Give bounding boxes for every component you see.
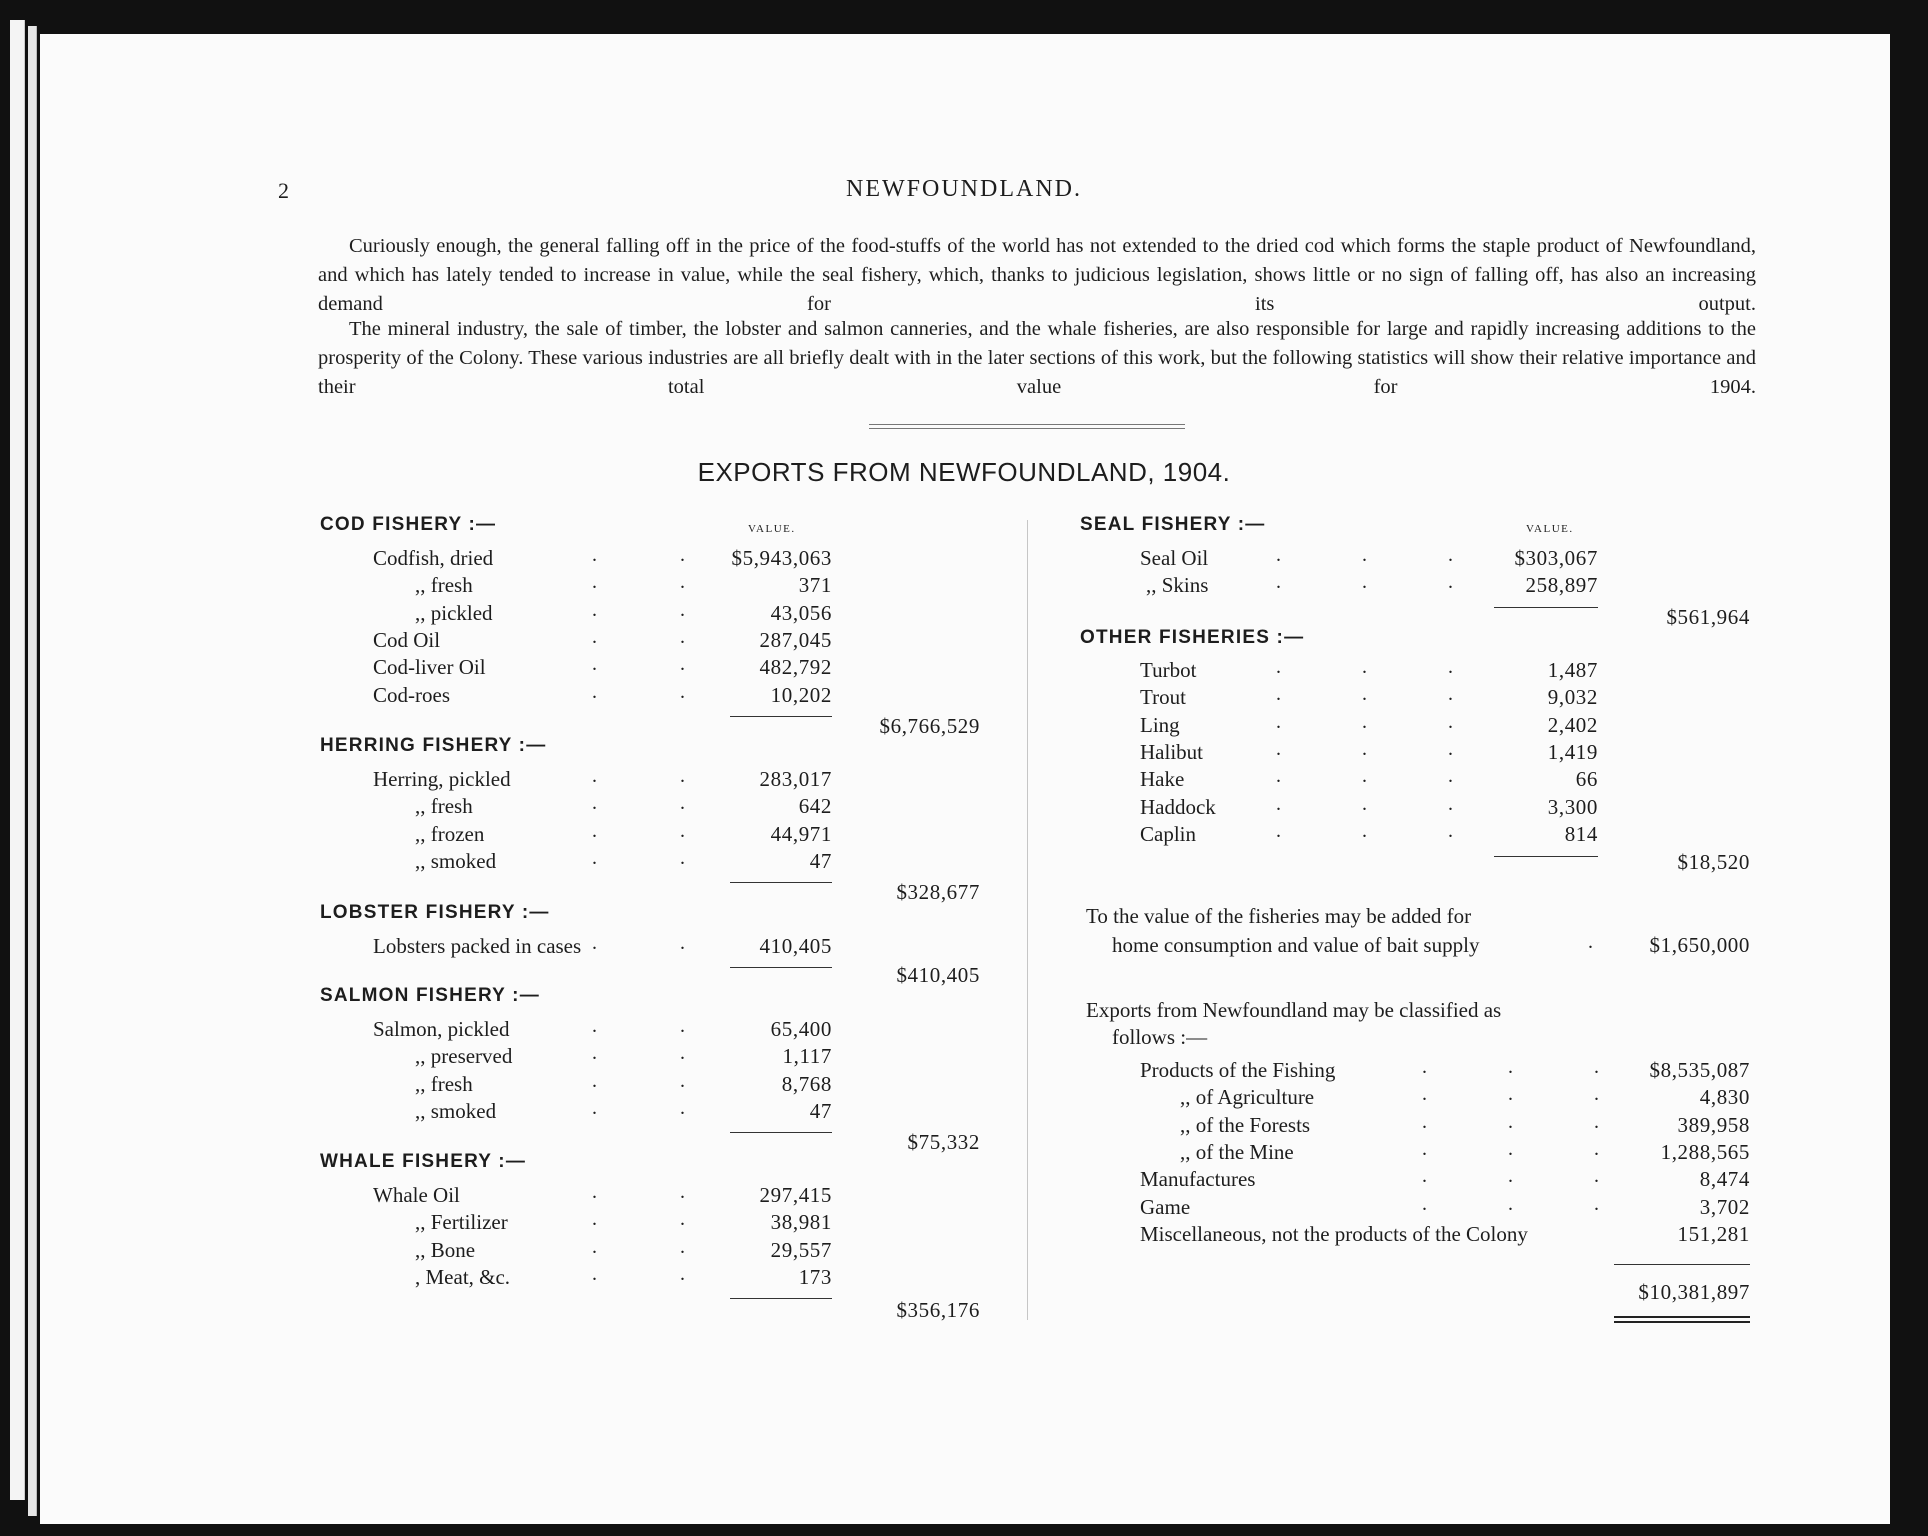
other-row-leader-dot: . (1276, 656, 1281, 678)
herring-row-leader-dot: . (592, 819, 597, 842)
classified-row-leader-dot: . (1508, 1110, 1513, 1133)
table-title: EXPORTS FROM NEWFOUNDLAND, 1904. (697, 457, 1231, 487)
cod-row-label: ,, pickled (415, 600, 493, 625)
herring-row-label: ,, frozen (415, 821, 485, 846)
seal-row-value: $303,067 (1514, 546, 1598, 570)
classified-row-leader-dot: . (1594, 1165, 1599, 1188)
cod-row-label: Cod-roes (373, 682, 450, 707)
salmon-heading: SALMON FISHERY :— (320, 985, 540, 1006)
seal-row-leader-dot: . (1362, 544, 1367, 566)
ornament-rule-bottom (869, 428, 1185, 429)
home-leader-dot: . (1588, 931, 1593, 953)
other-row-label: Ling (1140, 712, 1180, 737)
other-row-leader-dot: . (1276, 819, 1281, 842)
classified-row-leader-dot: . (1422, 1192, 1427, 1215)
other-row-value: 3,300 (1547, 794, 1598, 819)
classified-subtotal-rule (1614, 1264, 1750, 1265)
other-row-value: 814 (1564, 821, 1598, 846)
whale-row-value: 173 (798, 1264, 832, 1289)
column-divider (1027, 520, 1028, 1320)
whale-row-label: , Meat, &c. (415, 1264, 511, 1289)
ornament-rule-top (869, 424, 1185, 425)
other-row-label: Hake (1140, 767, 1185, 792)
classified-row-value: 1,288,565 (1660, 1139, 1750, 1164)
other-row-leader-dot: . (1276, 792, 1281, 815)
herring-total: $328,677 (896, 880, 980, 904)
classified-row-leader-dot: . (1508, 1137, 1513, 1160)
herring-row-leader-dot: . (680, 792, 685, 815)
other-row-label: Halibut (1140, 739, 1203, 764)
whale-row-leader-dot: . (592, 1235, 597, 1258)
value-column-header: VALUE. (748, 523, 796, 535)
classified-row-label: ,, of the Mine (1180, 1139, 1294, 1164)
other-row-leader-dot: . (1448, 656, 1453, 678)
seal-heading: SEAL FISHERY :— (1080, 514, 1266, 535)
cod-row-leader-dot: . (680, 571, 685, 594)
classified-row-label: Manufactures (1140, 1167, 1256, 1192)
whale-row-leader-dot: . (680, 1235, 685, 1258)
herring-row-value: 283,017 (759, 767, 832, 791)
grand-total-double-rule-1 (1614, 1316, 1750, 1318)
other-row-leader-dot: . (1362, 792, 1367, 815)
whale-row-value: 297,415 (759, 1183, 832, 1207)
salmon-row-leader-dot: . (680, 1096, 685, 1119)
classified-row-leader-dot: . (1422, 1165, 1427, 1188)
salmon-row-leader-dot: . (592, 1015, 597, 1037)
other-row-leader-dot: . (1448, 819, 1453, 842)
cod-row-value: 10,202 (770, 682, 832, 707)
other-row-leader-dot: . (1448, 737, 1453, 760)
page-edge (28, 26, 37, 1516)
seal-row-leader-dot: . (1448, 544, 1453, 566)
cod-row-value: 371 (798, 573, 832, 598)
herring-row-value: 44,971 (770, 821, 832, 846)
other-row-leader-dot: . (1276, 737, 1281, 760)
cod-row-leader-dot: . (680, 625, 685, 648)
whale-row-leader-dot: . (592, 1181, 597, 1203)
other-row-leader-dot: . (1448, 792, 1453, 815)
classified-row-leader-dot: . (1422, 1083, 1427, 1106)
cod-row-leader-dot: . (680, 544, 685, 566)
cod-row-leader-dot: . (592, 544, 597, 566)
whale-row-label: ,, Bone (415, 1237, 476, 1262)
classified-row-value: 4,830 (1699, 1085, 1750, 1110)
cod-row-leader-dot: . (592, 625, 597, 648)
cod-row-leader-dot: . (680, 680, 685, 703)
seal-total: $561,964 (1666, 605, 1750, 629)
classified-row-leader-dot: . (1422, 1056, 1427, 1078)
other-row-leader-dot: . (1362, 656, 1367, 678)
salmon-row-leader-dot: . (592, 1069, 597, 1092)
classified-row-label: Game (1140, 1194, 1191, 1219)
seal-row-leader-dot: . (1448, 571, 1453, 594)
cod-row-leader-dot: . (680, 598, 685, 621)
salmon-row-value: 47 (809, 1098, 832, 1123)
classified-row-label: ,, of Agriculture (1180, 1085, 1315, 1110)
paragraph-2: The mineral industry, the sale of timber, the lobster and salmon canneries, and the whale fisheries, are also responsible for large and rapidly increasing additions to the prosperity of the Colony. These various industries are all briefly dealt with in the later sections of this work, but the following statistics will show their relative importance and their total value for 1904. (318, 318, 1756, 398)
classified-row-leader-dot: . (1508, 1056, 1513, 1078)
cod-row-label: Cod Oil (373, 627, 441, 652)
classified-row-value: 389,958 (1677, 1112, 1750, 1137)
salmon-row-leader-dot: . (680, 1015, 685, 1037)
classified-row-label: ,, of the Forests (1180, 1112, 1311, 1137)
home-consumption-line2: home consumption and value of bait supply (1112, 933, 1480, 957)
other-row-label: Turbot (1140, 658, 1197, 682)
herring-heading: HERRING FISHERY :— (320, 735, 547, 756)
cod-row-leader-dot: . (680, 653, 685, 676)
salmon-row-label: Salmon, pickled (373, 1017, 510, 1041)
lobster-total: $410,405 (896, 963, 980, 987)
classified-row-value: 151,281 (1677, 1221, 1750, 1246)
salmon-row-value: 65,400 (770, 1017, 832, 1041)
classified-row-leader-dot: . (1594, 1056, 1599, 1078)
classified-row-label: Miscellaneous, not the products of the Colony (1140, 1221, 1528, 1246)
other-row-leader-dot: . (1276, 710, 1281, 733)
lobster-heading: LOBSTER FISHERY :— (320, 902, 550, 923)
other-row-label: Trout (1140, 685, 1186, 710)
classified-row-leader-dot: . (1422, 1110, 1427, 1133)
seal-row-leader-dot: . (1276, 571, 1281, 594)
classified-row-leader-dot: . (1594, 1110, 1599, 1133)
classified-row-leader-dot: . (1594, 1083, 1599, 1106)
whale-row-value: 29,557 (770, 1237, 832, 1262)
herring-row-label: ,, fresh (415, 794, 473, 819)
lobster-row-leader-dot: . (592, 932, 597, 954)
other-row-label: Haddock (1140, 794, 1216, 819)
cod-row-label: ,, fresh (415, 573, 473, 598)
home-consumption-value: $1,650,000 (1649, 933, 1750, 957)
classified-row-value: 3,702 (1699, 1194, 1750, 1219)
lobster-row-leader-dot: . (680, 932, 685, 954)
cod-row-label: Cod-liver Oil (373, 655, 486, 680)
whale-row-leader-dot: . (680, 1181, 685, 1203)
herring-row-leader-dot: . (680, 819, 685, 842)
other-row-leader-dot: . (1362, 765, 1367, 788)
other-row-leader-dot: . (1276, 683, 1281, 706)
salmon-row-leader-dot: . (592, 1096, 597, 1119)
other-heading: OTHER FISHERIES :— (1080, 627, 1305, 648)
cod-heading: COD FISHERY :— (320, 514, 497, 535)
whale-row-leader-dot: . (680, 1208, 685, 1231)
cod-row-value: 482,792 (759, 655, 832, 680)
classified-line1: Exports from Newfoundland may be classified as (1086, 998, 1502, 1022)
herring-row-label: ,, smoked (415, 848, 497, 873)
salmon-row-value: 1,117 (782, 1044, 832, 1069)
salmon-row-leader-dot: . (680, 1069, 685, 1092)
other-row-value: 1,419 (1547, 739, 1598, 764)
seal-row-label: ,, Skins (1146, 573, 1209, 598)
running-head: NEWFOUNDLAND. (846, 176, 1082, 202)
other-row-leader-dot: . (1276, 765, 1281, 788)
lobster-row-label: Lobsters packed in cases (373, 934, 582, 958)
other-row-leader-dot: . (1448, 765, 1453, 788)
whale-row-leader-dot: . (592, 1208, 597, 1231)
herring-row-label: Herring, pickled (373, 767, 511, 791)
classified-row-value: $8,535,087 (1649, 1058, 1750, 1082)
value-column-header: VALUE. (1526, 523, 1574, 535)
seal-row-value: 258,897 (1525, 573, 1598, 598)
classified-row-leader-dot: . (1594, 1137, 1599, 1160)
other-row-leader-dot: . (1362, 710, 1367, 733)
classified-row-leader-dot: . (1508, 1192, 1513, 1215)
other-row-leader-dot: . (1362, 683, 1367, 706)
other-row-leader-dot: . (1448, 710, 1453, 733)
classified-row-leader-dot: . (1508, 1083, 1513, 1106)
cod-row-leader-dot: . (592, 598, 597, 621)
other-row-value: 1,487 (1547, 658, 1598, 682)
classified-row-label: Products of the Fishing (1140, 1058, 1336, 1082)
whale-row-leader-dot: . (680, 1262, 685, 1285)
herring-row-value: 47 (809, 848, 832, 873)
herring-row-leader-dot: . (592, 765, 597, 787)
cod-row-leader-dot: . (592, 680, 597, 703)
herring-row-leader-dot: . (680, 765, 685, 787)
other-row-leader-dot: . (1362, 819, 1367, 842)
cod-row-value: 43,056 (770, 600, 832, 625)
other-row-leader-dot: . (1448, 683, 1453, 706)
grand-total: $10,381,897 (1638, 1280, 1750, 1304)
classified-line2: follows :— (1112, 1025, 1208, 1049)
cod-row-leader-dot: . (592, 653, 597, 676)
herring-row-value: 642 (798, 794, 832, 819)
whale-row-value: 38,981 (770, 1210, 832, 1235)
whale-row-leader-dot: . (592, 1262, 597, 1285)
seal-row-leader-dot: . (1362, 571, 1367, 594)
seal-row-leader-dot: . (1276, 544, 1281, 566)
page-number: 2 (278, 178, 289, 203)
salmon-row-label: ,, fresh (415, 1071, 473, 1096)
classified-row-leader-dot: . (1594, 1192, 1599, 1215)
home-consumption-line1: To the value of the fisheries may be added for (1086, 904, 1472, 928)
whale-row-label: ,, Fertilizer (415, 1210, 508, 1235)
other-total: $18,520 (1677, 850, 1750, 874)
salmon-row-leader-dot: . (680, 1042, 685, 1065)
seal-row-label: Seal Oil (1140, 546, 1209, 570)
classified-row-leader-dot: . (1508, 1165, 1513, 1188)
salmon-row-value: 8,768 (781, 1071, 832, 1096)
salmon-total: $75,332 (907, 1130, 980, 1154)
salmon-row-label: ,, smoked (415, 1098, 497, 1123)
herring-row-leader-dot: . (592, 792, 597, 815)
other-row-label: Caplin (1140, 821, 1196, 846)
cod-row-label: Codfish, dried (373, 546, 494, 570)
grand-total-double-rule-2 (1614, 1321, 1750, 1323)
salmon-row-label: ,, preserved (415, 1044, 513, 1069)
herring-row-leader-dot: . (680, 846, 685, 869)
whale-row-label: Whale Oil (373, 1183, 460, 1207)
salmon-row-leader-dot: . (592, 1042, 597, 1065)
other-row-value: 66 (1575, 767, 1598, 792)
cod-total: $6,766,529 (879, 714, 980, 738)
herring-row-leader-dot: . (592, 846, 597, 869)
other-row-value: 2,402 (1547, 712, 1598, 737)
page-edge-under (10, 20, 25, 1500)
other-row-value: 9,032 (1547, 685, 1598, 710)
classified-row-value: 8,474 (1699, 1167, 1750, 1192)
cod-row-value: $5,943,063 (731, 546, 832, 570)
paragraph-1: Curiously enough, the general falling off in the price of the food-stuffs of the world has not extended to the dried cod which forms the staple product of Newfoundland, and which has lately tended to increase in value, while the seal fishery, which, thanks to judicious legislation, shows little or no sign of falling off, has also an increasing demand for its output. (318, 235, 1756, 315)
cod-row-leader-dot: . (592, 571, 597, 594)
cod-row-value: 287,045 (759, 627, 832, 652)
lobster-row-value: 410,405 (759, 934, 832, 958)
whale-heading: WHALE FISHERY :— (320, 1151, 527, 1172)
other-row-leader-dot: . (1362, 737, 1367, 760)
whale-total: $356,176 (896, 1298, 980, 1322)
classified-row-leader-dot: . (1422, 1137, 1427, 1160)
